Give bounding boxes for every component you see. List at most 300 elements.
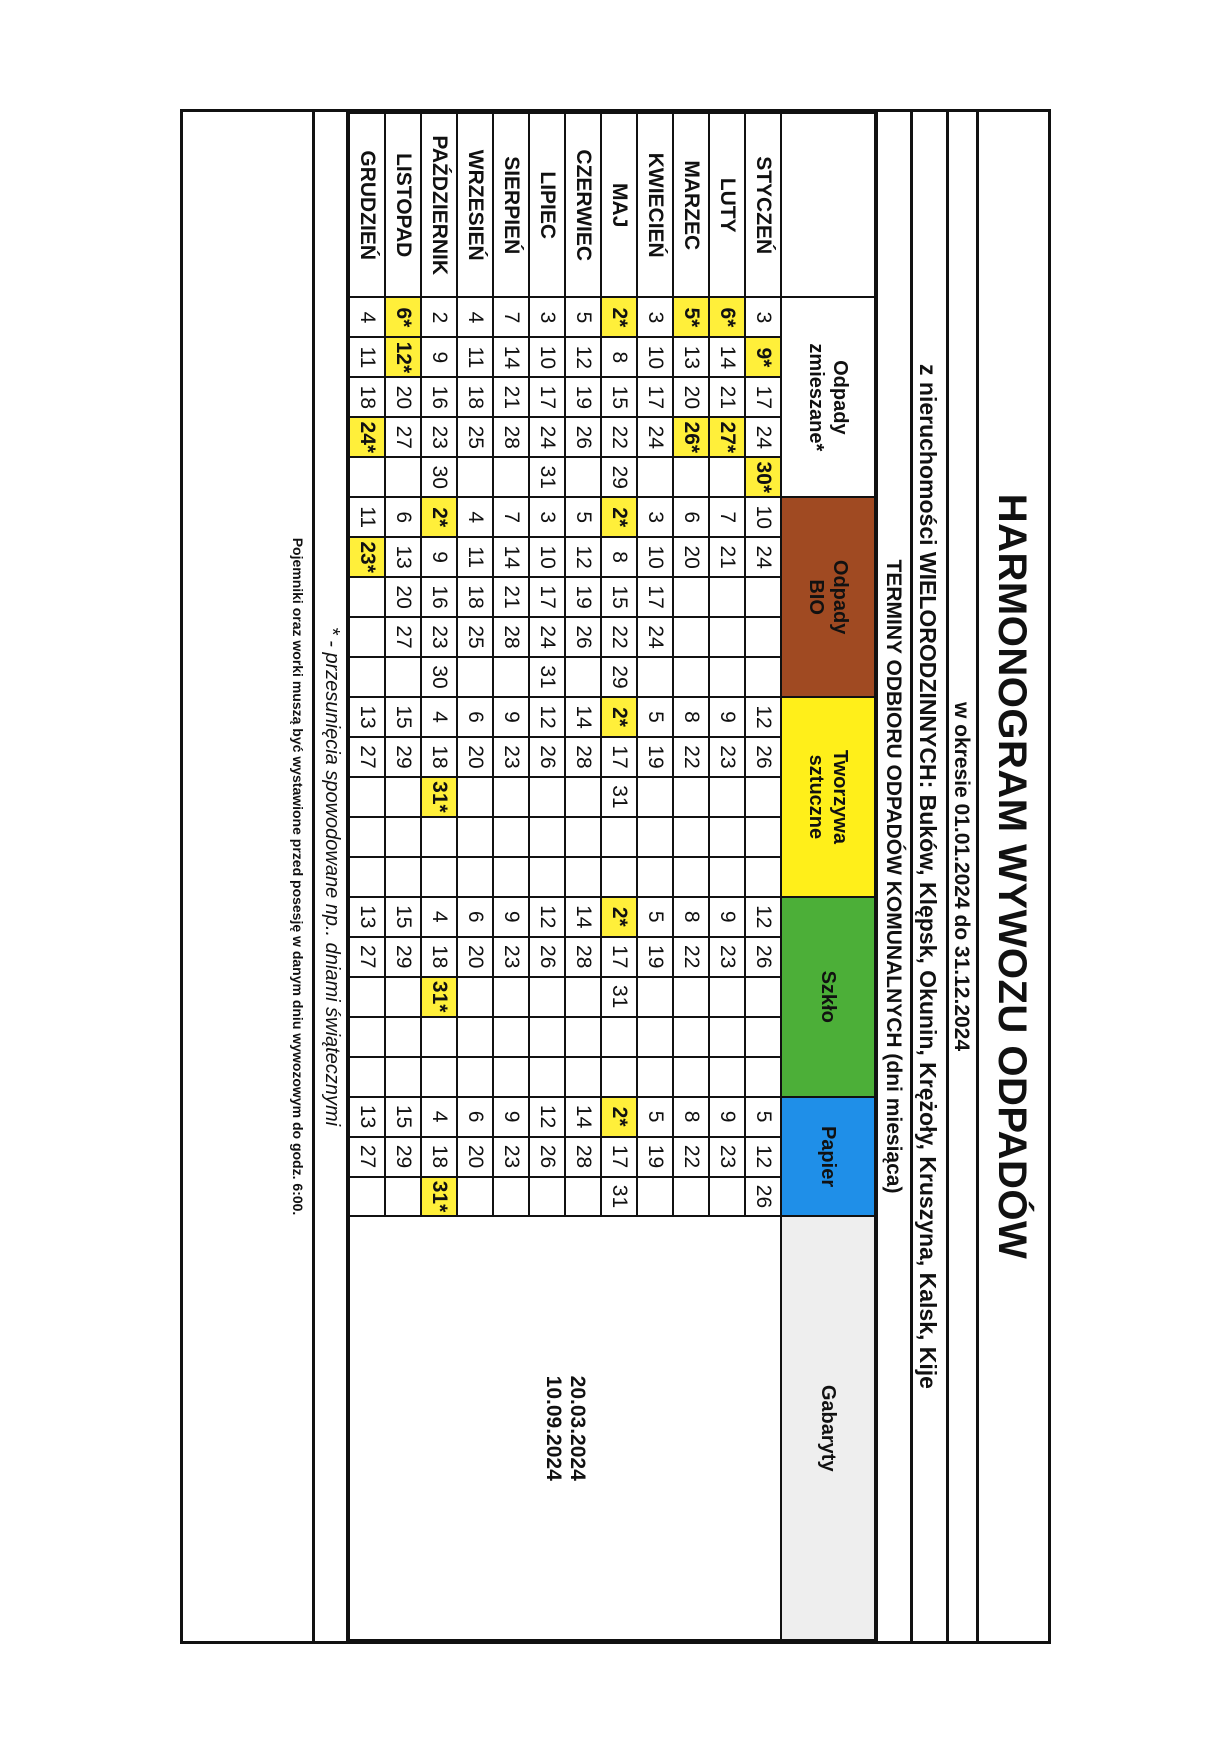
schedule-document [180,109,1051,1644]
month-name: STYCZEŃ [745,113,781,297]
bio-day [673,657,709,697]
mixed-day: 4 [349,297,385,337]
paper-day: 31 [601,1177,637,1217]
plastic-day [493,817,529,857]
bio-day: 14 [493,537,529,577]
mixed-day: 16 [421,377,457,417]
plastic-day: 13 [349,697,385,737]
month-name: MARZEC [673,113,709,297]
glass-day: 28 [565,937,601,977]
paper-day: 23 [493,1137,529,1177]
bio-day: 17 [637,577,673,617]
plastic-day [349,857,385,897]
glass-day [493,1057,529,1097]
plastic-day: 17 [601,737,637,777]
plastic-day [637,777,673,817]
paper-day: 9 [709,1097,745,1137]
mixed-day: 18 [349,377,385,417]
paper-day [673,1177,709,1217]
mixed-day: 3 [745,297,781,337]
mixed-day: 14 [709,337,745,377]
plastic-day [673,777,709,817]
glass-day [709,1057,745,1097]
glass-day [709,977,745,1017]
bio-day: 2* [601,497,637,537]
plastic-day [493,857,529,897]
month-name: GRUDZIEŃ [349,113,385,297]
bio-day: 29 [601,657,637,697]
mixed-day [709,457,745,497]
mixed-header-line2: zmieszane* [805,343,827,452]
plastic-day: 14 [565,697,601,737]
plastic-day [349,777,385,817]
paper-day: 17 [601,1137,637,1177]
mixed-day: 10 [529,337,565,377]
glass-day [349,1017,385,1057]
plastic-day [709,817,745,857]
bio-day: 9 [421,537,457,577]
period-line: w okresie 01.01.2024 do 31.12.2024 [946,112,976,1641]
mixed-day: 4 [457,297,493,337]
paper-day [349,1177,385,1217]
glass-day: 27 [349,937,385,977]
glass-day [385,1017,421,1057]
plastic-day [673,817,709,857]
mixed-day: 13 [673,337,709,377]
glass-day [637,1057,673,1097]
bio-day [565,657,601,697]
glass-day: 13 [349,897,385,937]
glass-day: 6 [457,897,493,937]
plastic-day: 6 [457,697,493,737]
mixed-day: 17 [529,377,565,417]
bio-day: 11 [457,537,493,577]
notes-area [284,112,348,1641]
glass-day: 23 [709,937,745,977]
glass-day: 12 [529,897,565,937]
month-name: LUTY [709,113,745,297]
bio-day: 24 [745,537,781,577]
glass-day: 2* [601,897,637,937]
plastic-day: 12 [745,697,781,737]
bio-day: 31 [529,657,565,697]
month-row [745,113,781,1640]
glass-day: 20 [457,937,493,977]
glass-day [709,1017,745,1057]
glass-day: 14 [565,897,601,937]
glass-day [673,1017,709,1057]
glass-day [565,1017,601,1057]
plastic-header-line2: sztuczne [805,754,827,840]
paper-day: 22 [673,1137,709,1177]
month-name: KWIECIEŃ [637,113,673,297]
glass-day [745,977,781,1017]
glass-day [673,1057,709,1097]
bulky-header: Gabaryty [781,1216,875,1640]
bulky-date: 10.09.2024 [542,1375,565,1481]
bio-day: 17 [529,577,565,617]
glass-day [529,977,565,1017]
paper-day: 26 [529,1137,565,1177]
bio-day [457,657,493,697]
glass-day: 15 [385,897,421,937]
plastic-day: 5 [637,697,673,737]
glass-day: 12 [745,897,781,937]
glass-day: 29 [385,937,421,977]
plastic-header [781,697,875,897]
plastic-day: 26 [529,737,565,777]
bio-day [745,657,781,697]
bio-header-line1: Odpady [829,559,851,635]
bio-day [673,617,709,657]
bio-header-line2: BIO [805,579,827,615]
mixed-day: 21 [493,377,529,417]
bio-day [349,657,385,697]
mixed-day [565,457,601,497]
glass-day [493,1017,529,1057]
bio-day [709,577,745,617]
bio-day: 28 [493,617,529,657]
bio-day [745,617,781,657]
paper-day: 27 [349,1137,385,1177]
month-name: SIERPIEŃ [493,113,529,297]
glass-day [385,977,421,1017]
bio-day: 6 [385,497,421,537]
mixed-day: 5 [565,297,601,337]
glass-day [457,1057,493,1097]
mixed-day: 30 [421,457,457,497]
footnote: * - przesunięcia spowodowane np.. dniami świątecznymi [321,626,343,1127]
glass-day: 5 [637,897,673,937]
glass-day: 26 [745,937,781,977]
header-row [781,113,875,1640]
mixed-day: 24 [745,417,781,457]
mixed-day: 27* [709,417,745,457]
bio-day: 10 [745,497,781,537]
mixed-day: 30* [745,457,781,497]
glass-day: 26 [529,937,565,977]
mixed-day: 5* [673,297,709,337]
mixed-day: 23 [421,417,457,457]
bio-day: 24 [529,617,565,657]
bio-day: 10 [637,537,673,577]
mixed-day: 12 [565,337,601,377]
glass-day: 19 [637,937,673,977]
plastic-day [709,857,745,897]
plastic-day: 22 [673,737,709,777]
month-name: LISTOPAD [385,113,421,297]
bio-day: 23* [349,537,385,577]
glass-day [745,1057,781,1097]
bio-day: 21 [709,537,745,577]
paper-day [457,1177,493,1217]
plastic-day [421,857,457,897]
mixed-day [385,457,421,497]
paper-day: 9 [493,1097,529,1137]
bio-day [745,577,781,617]
mixed-day [637,457,673,497]
mixed-day [457,457,493,497]
bio-day: 20 [385,577,421,617]
mixed-day: 9* [745,337,781,377]
bio-day [709,617,745,657]
plastic-day [745,817,781,857]
mixed-day: 2* [601,297,637,337]
mixed-day: 27 [385,417,421,457]
bulky-date: 20.03.2024 [566,1375,589,1481]
bio-day: 3 [529,497,565,537]
mixed-day: 14 [493,337,529,377]
bio-day [637,657,673,697]
paper-day: 15 [385,1097,421,1137]
plastic-day: 19 [637,737,673,777]
plastic-day: 20 [457,737,493,777]
glass-day: 9 [493,897,529,937]
bio-day: 24 [637,617,673,657]
plastic-day: 31 [601,777,637,817]
glass-day [637,977,673,1017]
mixed-day [673,457,709,497]
bio-day: 8 [601,537,637,577]
glass-day: 17 [601,937,637,977]
paper-day [637,1177,673,1217]
bio-day: 18 [457,577,493,617]
bio-day: 4 [457,497,493,537]
bio-day: 2* [421,497,457,537]
mixed-day: 8 [601,337,637,377]
glass-day [421,1057,457,1097]
plastic-day: 15 [385,697,421,737]
glass-day: 4 [421,897,457,937]
glass-header: Szkło [781,897,875,1097]
bio-day: 23 [421,617,457,657]
glass-day [349,1057,385,1097]
paper-day: 13 [349,1097,385,1137]
glass-day [529,1057,565,1097]
glass-day [745,1017,781,1057]
month-name: MAJ [601,113,637,297]
paper-day: 28 [565,1137,601,1177]
paper-day: 2* [601,1097,637,1137]
mixed-day: 11 [349,337,385,377]
bio-day [709,657,745,697]
glass-day [349,977,385,1017]
paper-day: 26 [745,1177,781,1217]
mixed-day: 22 [601,417,637,457]
mixed-day: 6* [709,297,745,337]
mixed-day: 24* [349,417,385,457]
paper-day: 4 [421,1097,457,1137]
mixed-day: 29 [601,457,637,497]
plastic-day: 31* [421,777,457,817]
plastic-day: 4 [421,697,457,737]
glass-day: 9 [709,897,745,937]
bio-day [673,577,709,617]
mixed-day: 10 [637,337,673,377]
mixed-day: 20 [673,377,709,417]
plastic-day [709,777,745,817]
mixed-day [349,457,385,497]
plastic-day [457,777,493,817]
glass-day [601,1057,637,1097]
paper-day: 18 [421,1137,457,1177]
schedule-body [349,113,781,1640]
glass-day: 31 [601,977,637,1017]
mixed-day: 9 [421,337,457,377]
table-title: TERMINY ODBIORU ODPADÓW KOMUNALNYCH (dni miesiąca) [876,112,910,1641]
mixed-day: 28 [493,417,529,457]
mixed-day: 26* [673,417,709,457]
paper-day: 5 [745,1097,781,1137]
bio-day: 22 [601,617,637,657]
bio-day: 6 [673,497,709,537]
month-name: PAŹDZIERNIK [421,113,457,297]
paper-day: 23 [709,1137,745,1177]
plastic-day [601,817,637,857]
plastic-day [673,857,709,897]
document-title: HARMONOGRAM WYWOZU ODPADÓW [976,112,1048,1641]
paper-day: 20 [457,1137,493,1177]
bio-day [349,577,385,617]
mixed-day: 11 [457,337,493,377]
month-name: LIPIEC [529,113,565,297]
mixed-day: 2 [421,297,457,337]
mixed-day: 17 [745,377,781,417]
mixed-day: 7 [493,297,529,337]
mixed-day: 20 [385,377,421,417]
plastic-day [529,817,565,857]
glass-day [493,977,529,1017]
glass-day [565,977,601,1017]
mixed-day: 6* [385,297,421,337]
bio-day: 21 [493,577,529,617]
bio-day: 3 [637,497,673,537]
bio-day: 15 [601,577,637,617]
schedule-table [348,112,876,1641]
plastic-day: 8 [673,697,709,737]
plastic-day [457,857,493,897]
glass-day: 22 [673,937,709,977]
plastic-day [745,857,781,897]
plastic-day [637,817,673,857]
plastic-day [529,857,565,897]
bio-day: 7 [709,497,745,537]
plastic-day: 2* [601,697,637,737]
paper-day: 12 [529,1097,565,1137]
paper-day: 29 [385,1137,421,1177]
plastic-day: 23 [709,737,745,777]
month-header [781,113,875,297]
glass-day [385,1057,421,1097]
mixed-day [493,457,529,497]
locations-line: z nieruchomości WIELORODZINNYCH: Buków, Klępsk, Okunin, Krężoły, Kruszyna, Kalsk, Kije [910,112,946,1641]
bio-day: 20 [673,537,709,577]
plastic-day [529,777,565,817]
bio-day: 30 [421,657,457,697]
bio-day: 7 [493,497,529,537]
plastic-day [385,857,421,897]
plastic-day: 23 [493,737,529,777]
mixed-day: 21 [709,377,745,417]
mixed-day: 3 [637,297,673,337]
glass-day [601,1017,637,1057]
plastic-day [565,857,601,897]
plastic-day: 12 [529,697,565,737]
mixed-header [781,297,875,497]
glass-day [457,977,493,1017]
glass-day: 31* [421,977,457,1017]
mixed-day: 31 [529,457,565,497]
bio-day [349,617,385,657]
paper-day: 12 [745,1137,781,1177]
plastic-day [421,817,457,857]
month-name: WRZESIEŃ [457,113,493,297]
bulky-dates [349,1216,781,1640]
plastic-day: 26 [745,737,781,777]
bio-day: 5 [565,497,601,537]
paper-day: 8 [673,1097,709,1137]
paper-day: 31* [421,1177,457,1217]
glass-day: 18 [421,937,457,977]
glass-day [457,1017,493,1057]
glass-day [637,1017,673,1057]
plastic-day [385,817,421,857]
plastic-day: 27 [349,737,385,777]
bio-day: 26 [565,617,601,657]
bio-day: 25 [457,617,493,657]
paper-day [565,1177,601,1217]
plastic-day [637,857,673,897]
bio-header [781,497,875,697]
mixed-day: 18 [457,377,493,417]
bio-day [385,657,421,697]
plastic-day [385,777,421,817]
glass-day [565,1057,601,1097]
mixed-day: 25 [457,417,493,457]
glass-day: 8 [673,897,709,937]
bio-day: 12 [565,537,601,577]
plastic-day: 18 [421,737,457,777]
mixed-header-line1: Odpady [829,360,851,435]
paper-day: 6 [457,1097,493,1137]
plastic-day [565,777,601,817]
paper-day [493,1177,529,1217]
bio-day [493,657,529,697]
containers-note: Pojemniki oraz worki muszą być wystawione przed posesję w danym dniu wywozowym do godz. 6:00. [284,112,315,1641]
plastic-day [601,857,637,897]
paper-day [385,1177,421,1217]
plastic-day: 9 [493,697,529,737]
mixed-day: 24 [529,417,565,457]
plastic-day [745,777,781,817]
mixed-day: 3 [529,297,565,337]
plastic-header-line1: Tworzywa [829,749,851,844]
mixed-day: 17 [637,377,673,417]
paper-day [709,1177,745,1217]
mixed-day: 24 [637,417,673,457]
plastic-day [565,817,601,857]
glass-day [529,1017,565,1057]
bio-day: 11 [349,497,385,537]
bio-day: 16 [421,577,457,617]
plastic-day [457,817,493,857]
paper-day [529,1177,565,1217]
month-name: CZERWIEC [565,113,601,297]
bio-day: 10 [529,537,565,577]
paper-day: 5 [637,1097,673,1137]
plastic-day: 9 [709,697,745,737]
paper-header: Papier [781,1097,875,1217]
